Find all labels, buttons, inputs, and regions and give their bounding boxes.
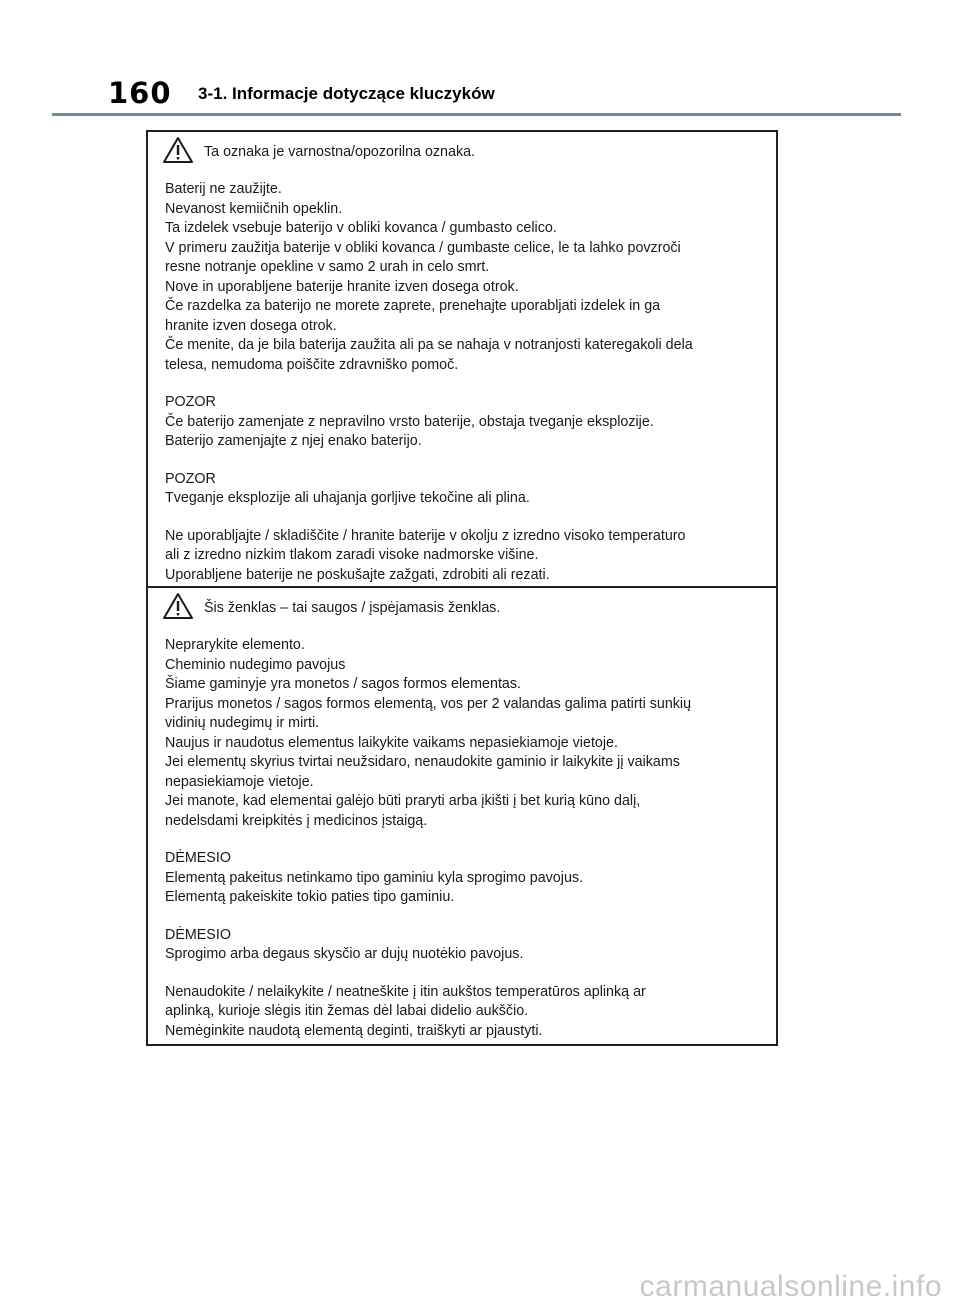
text-line: telesa, nemudoma poiščite zdravniško pomoč. <box>165 356 459 373</box>
warning-triangle-icon <box>162 136 194 164</box>
text-line: Tveganje eksplozije ali uhajanja gorljive tekočine ali plina. <box>165 490 530 506</box>
text-line: Če baterijo zamenjate z nepravilno vrsto baterije, obstaja tveganje eksplozije. <box>165 413 654 430</box>
text-line: POZOR <box>165 394 216 410</box>
text-line: resne notranje opekline v samo 2 urah in celo smrt. <box>165 259 490 275</box>
warning-label: Šis ženklas – tai saugos / įspėjamasis ženklas. <box>204 600 501 616</box>
section-title: 3-1. Informacje dotyczące kluczyków <box>198 84 495 103</box>
text-line: Ta izdelek vsebuje baterijo v obliki kovanca / gumbasto celico. <box>165 220 557 236</box>
text-line: Jei elementų skyrius tvirtai neužsidaro, nenaudokite gaminio ir laikykite jį vaikams <box>165 754 680 770</box>
text-line: Šiame gaminyje yra monetos / sagos formos elementas. <box>165 676 521 692</box>
text-line: Naujus ir naudotus elementus laikykite vaikams nepasiekiamoje vietoje. <box>165 734 618 751</box>
page-header <box>0 0 960 120</box>
header-divider <box>52 113 901 116</box>
text-line: Baterij ne zaužijte. <box>165 181 282 197</box>
warning-label: Ta oznaka je varnostna/opozorilna oznaka. <box>204 144 476 160</box>
warning-body <box>165 636 775 1041</box>
warning-box-lithuanian <box>146 588 778 1046</box>
text-line: Cheminio nudegimo pavojus <box>165 656 346 673</box>
warning-box-slovenian <box>146 130 778 588</box>
text-line: Nove in uporabljene baterije hranite izven dosega otrok. <box>165 278 519 295</box>
text-line: nepasiekiamoje vietoje. <box>165 773 314 790</box>
text-line: POZOR <box>165 470 216 487</box>
text-line: Če menite, da je bila baterija zaužita ali pa se nahaja v notranjosti kateregakoli dela <box>165 337 693 353</box>
text-line: Ne uporabljajte / skladiščite / hranite baterije v okolju z izredno visoko temperaturo <box>165 527 686 544</box>
paragraph-gap <box>165 908 775 926</box>
warning-body <box>165 180 775 585</box>
text-line: DĖMESIO <box>165 850 231 866</box>
text-line: Prarijus monetos / sagos formos elementą, vos per 2 valandas galima patirti sunkių <box>165 695 692 712</box>
text-line: Nemėginkite naudotą elementą deginti, traiškyti ar pjaustyti. <box>165 1022 543 1039</box>
text-line: nedelsdami kreipkitės į medicinos įstaigą. <box>165 812 428 829</box>
text-line: Neprarykite elemento. <box>165 637 305 653</box>
text-line: DĖMESIO <box>165 926 231 943</box>
text-line: aplinką, kurioje slėgis itin žemas dėl labai didelio aukščio. <box>165 1003 529 1019</box>
text-line: Jei manote, kad elementai galėjo būti praryti arba įkišti į bet kurią kūno dalį, <box>165 793 641 809</box>
text-line: Baterijo zamenjajte z njej enako baterijo. <box>165 433 422 449</box>
paragraph-gap <box>165 831 775 849</box>
text-line: Elementą pakeitus netinkamo tipo gaminiu kyla sprogimo pavojus. <box>165 869 584 886</box>
paragraph-gap <box>165 509 775 527</box>
text-line: Uporabljene baterije ne poskušajte zažgati, zdrobiti ali rezati. <box>165 566 550 583</box>
text-line: Elementą pakeiskite tokio paties tipo gaminiu. <box>165 889 455 905</box>
watermark: carmanualsonline.info <box>639 1270 942 1303</box>
text-line: ali z izredno nizkim tlakom zaradi visoke nadmorske višine. <box>165 547 539 563</box>
paragraph-gap <box>165 965 775 983</box>
paragraph-gap <box>165 375 775 393</box>
text-line: Sprogimo arba degaus skysčio ar dujų nuotėkio pavojus. <box>165 946 524 962</box>
page-number: 160 <box>108 76 172 110</box>
text-line: Če razdelka za baterijo ne morete zaprete, prenehajte uporabljati izdelek in ga <box>165 298 661 314</box>
warning-triangle-icon <box>162 592 194 620</box>
text-line: V primeru zaužitja baterije v obliki kovanca / gumbaste celice, le ta lahko povzroči <box>165 239 681 256</box>
text-line: Nevanost kemiičnih opeklin. <box>165 200 343 217</box>
text-line: hranite izven dosega otrok. <box>165 317 337 334</box>
text-line: Nenaudokite / nelaikykite / neatneškite į itin aukštos temperatūros aplinką ar <box>165 983 646 1000</box>
paragraph-gap <box>165 452 775 470</box>
text-line: vidinių nudegimų ir mirti. <box>165 715 320 731</box>
